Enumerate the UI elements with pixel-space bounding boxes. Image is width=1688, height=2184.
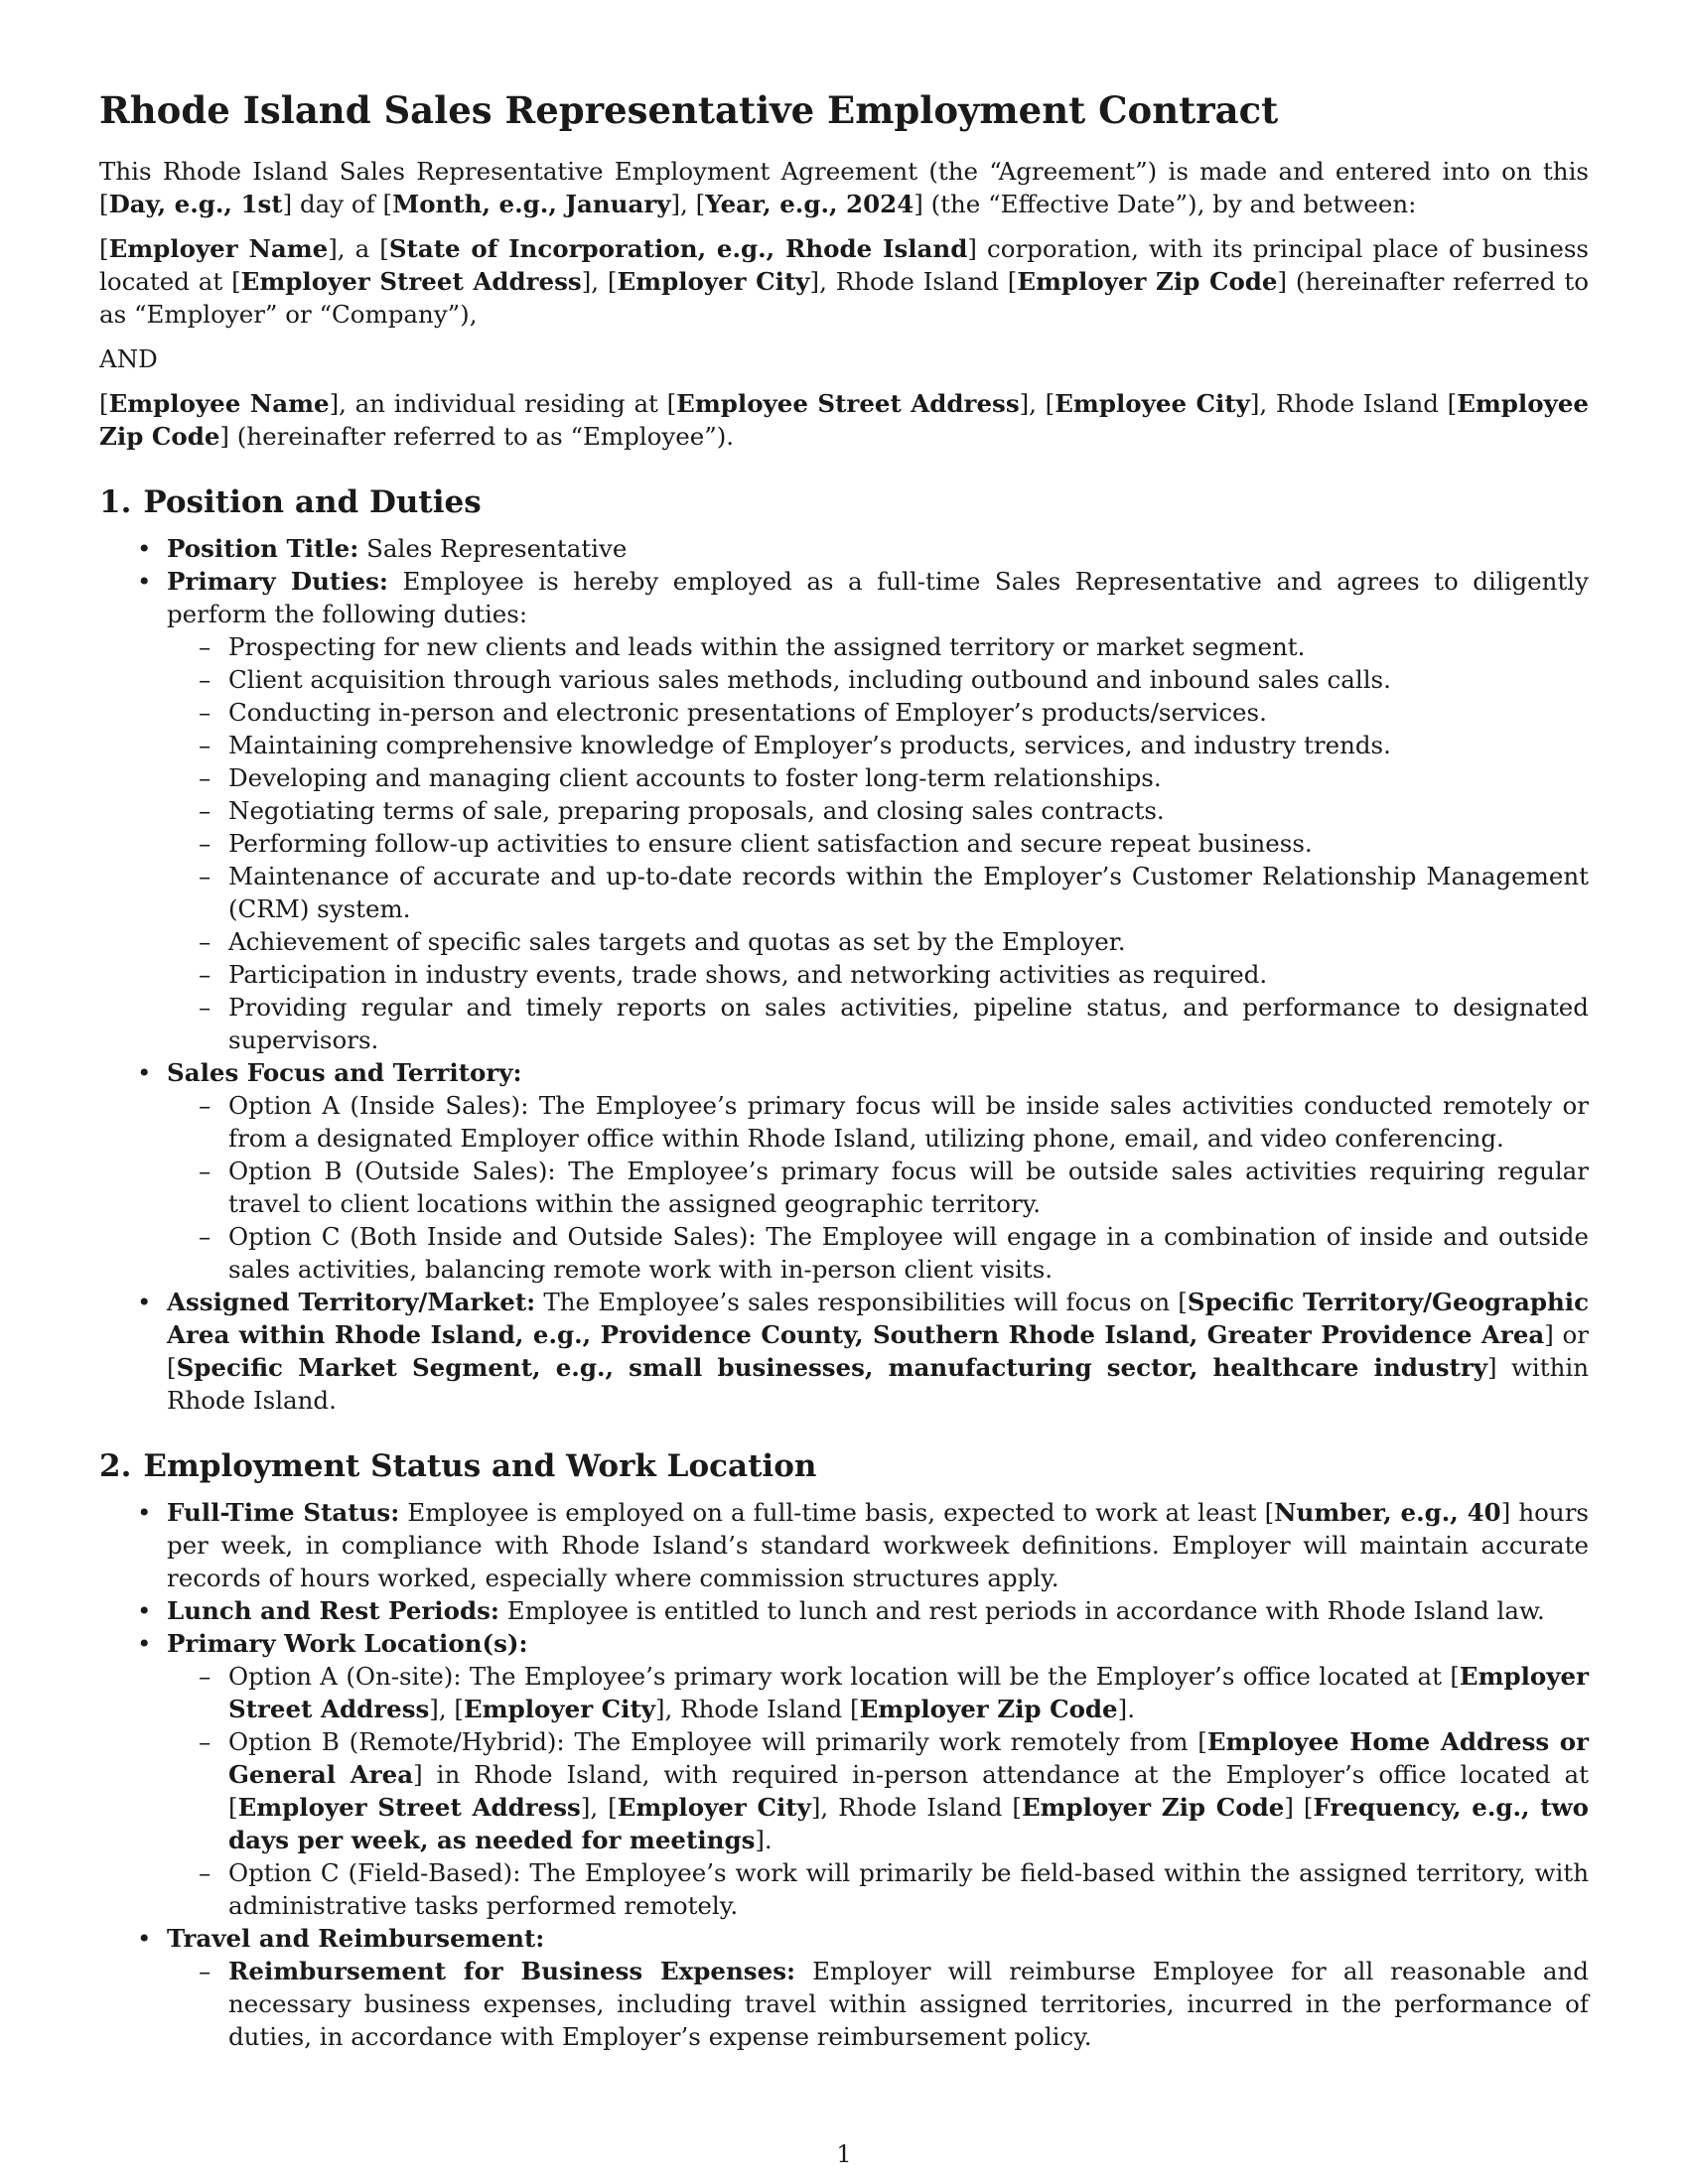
- travel-reimbursement-item: • Travel and Reimbursement: – Reimbursement for Business Expenses: Employer will reimburse Employee for all reasonable and necessary business expenses, including travel within assigned territories, incurred in the performance of duties, in accordance with Employer’s expense reimbursement policy.: [167, 1922, 1589, 2053]
- location-option-b: – Option B (Remote/Hybrid): The Employee will primarily work remotely from [Employee Home Address or General Area] in Rhode Island, with required in-person attendance at the Employer’s office located at [Employer Street Address], [Employer City], Rhode Island [Employer Zip Code] [Frequency, e.g., two days per week, as needed for meetings].: [228, 1725, 1589, 1856]
- duty-item: – Client acquisition through various sales methods, including outbound and inbound sales calls.: [228, 663, 1589, 696]
- document-title: Rhode Island Sales Representative Employment Contract: [99, 88, 1279, 132]
- placeholder-employee-name: Employee Name: [108, 389, 330, 418]
- section-2-list: [99, 1496, 1589, 2053]
- placeholder-day: Day, e.g., 1st: [108, 190, 283, 218]
- duties-list: [167, 630, 1589, 1056]
- placeholder-territory: Specific Territory/Geographic Area within Rhode Island, e.g., Providence County, Southern Rhode Island, Greater Providence Area: [167, 1288, 1589, 1349]
- page-number: 1: [836, 2140, 852, 2168]
- placeholder-employer-name: Employer Name: [108, 234, 329, 263]
- and-separator: AND: [99, 344, 158, 373]
- position-title-item: • Position Title: Sales Representative: [167, 532, 1589, 565]
- placeholder-employee-city: Employee City: [1055, 389, 1250, 418]
- intro-paragraph: This Rhode Island Sales Representative Employment Agreement (the “Agreement”) is made and entered into on this [Day, e.g., 1st] day of [Month, e.g., January], [Year, e.g., 2024] (the “Effective Date”), by and between:: [99, 157, 1589, 218]
- placeholder-year: Year, e.g., 2024: [705, 190, 914, 218]
- assigned-territory-item: • Assigned Territory/Market: The Employee’s sales responsibilities will focus on [Specific Territory/Geographic Area within Rhode Island, e.g., Providence County, Southern Rhode Island, Greater Providence Area] or [Specific Market Segment, e.g., small businesses, manufacturing sector, healthcare industry] within Rhode Island.: [167, 1286, 1589, 1417]
- placeholder-employer-city: Employer City: [617, 267, 810, 296]
- duty-item: – Negotiating terms of sale, preparing proposals, and closing sales contracts.: [228, 794, 1589, 827]
- location-option-a: – Option A (On-site): The Employee’s primary work location will be the Employer’s office located at [Employer Street Address], [Employer City], Rhode Island [Employer Zip Code].: [228, 1660, 1589, 1725]
- location-option-c: – Option C (Field-Based): The Employee’s work will primarily be field-based within the assigned territory, with administrative tasks performed remotely.: [228, 1856, 1589, 1922]
- duty-item: – Performing follow-up activities to ensure client satisfaction and secure repeat business.: [228, 827, 1589, 860]
- focus-option-b: – Option B (Outside Sales): The Employee’s primary focus will be outside sales activities requiring regular travel to client locations within the assigned geographic territory.: [228, 1155, 1589, 1220]
- focus-option-c: – Option C (Both Inside and Outside Sales): The Employee will engage in a combination of inside and outside sales activities, balancing remote work with in-person client visits.: [228, 1220, 1589, 1286]
- duty-item: – Providing regular and timely reports on sales activities, pipeline status, and performance to designated supervisors.: [228, 991, 1589, 1056]
- section-1-list: [99, 532, 1589, 1417]
- placeholder-employer-zip: Employer Zip Code: [1017, 267, 1278, 296]
- focus-option-a: – Option A (Inside Sales): The Employee’s primary focus will be inside sales activities conducted remotely or from a designated Employer office within Rhode Island, utilizing phone, email, and video conferencing.: [228, 1089, 1589, 1155]
- document-page: [99, 87, 1589, 2053]
- primary-duties-item: • Primary Duties: Employee is hereby employed as a full-time Sales Representative and agrees to diligently perform the following duties: – Prospecting for new clients and leads within the assigned territory or market segment. – Client acquisition through various sales methods, including outbound and inbound sales calls. – Conducting in-person and electronic presentations of Employer’s products/services. – Maintaining comprehensive knowledge of Employer’s products, services, and industry trends. – Developing and managing client accounts to foster long-term relationships. – Negotiating terms of sale, preparing proposals, and closing sales contracts. – Performing follow-up activities to ensure client satisfaction and secure repeat business. – Maintenance of accurate and up-to-date records within the Employer’s Customer Relationship Management (CRM) system. – Achievement of specific sales targets and quotas as set by the Employer. – Participation in industry events, trade shows, and networking activities as required. – Providing regular and timely reports on sales activities, pipeline status, and performance to designated supervisors.: [167, 565, 1589, 1056]
- placeholder-state-of-incorporation: State of Incorporation, e.g., Rhode Island: [388, 234, 968, 263]
- duty-item: – Participation in industry events, trade shows, and networking activities as required.: [228, 958, 1589, 991]
- placeholder-hours: Number, e.g., 40: [1274, 1498, 1501, 1527]
- sales-focus-options: [167, 1089, 1589, 1286]
- travel-reimbursement-list: [167, 1955, 1589, 2053]
- full-time-status-item: • Full-Time Status: Employee is employed on a full-time basis, expected to work at least [Number, e.g., 40] hours per week, in compliance with Rhode Island’s standard workweek definitions. Employer will maintain accurate records of hours worked, especially where commission structures apply.: [167, 1496, 1589, 1594]
- duty-item: – Maintenance of accurate and up-to-date records within the Employer’s Customer Relationship Management (CRM) system.: [228, 860, 1589, 925]
- sales-focus-item: • Sales Focus and Territory: – Option A (Inside Sales): The Employee’s primary focus will be inside sales activities conducted remotely or from a designated Employer office within Rhode Island, utilizing phone, email, and video conferencing. – Option B (Outside Sales): The Employee’s primary focus will be outside sales activities requiring regular travel to client locations within the assigned geographic territory. – Option C (Both Inside and Outside Sales): The Employee will engage in a combination of inside and outside sales activities, balancing remote work with in-person client visits.: [167, 1056, 1589, 1286]
- business-expense-reimbursement: – Reimbursement for Business Expenses: Employer will reimburse Employee for all reasonable and necessary business expenses, including travel within assigned territories, incurred in the performance of duties, in accordance with Employer’s expense reimbursement policy.: [228, 1955, 1589, 2053]
- employee-party-paragraph: [Employee Name], an individual residing at [Employee Street Address], [Employee City], Rhode Island [Employee Zip Code] (hereinafter referred to as “Employee”).: [99, 389, 1589, 451]
- section-heading-employment-status: 2. Employment Status and Work Location: [99, 1448, 817, 1484]
- work-location-options: [167, 1660, 1589, 1922]
- placeholder-market-segment: Specific Market Segment, e.g., small businesses, manufacturing sector, healthcare industry: [176, 1353, 1487, 1382]
- duty-item: – Achievement of specific sales targets and quotas as set by the Employer.: [228, 925, 1589, 958]
- duty-item: – Prospecting for new clients and leads within the assigned territory or market segment.: [228, 630, 1589, 663]
- work-location-item: • Primary Work Location(s): – Option A (On-site): The Employee’s primary work location will be the Employer’s office located at [Employer Street Address], [Employer City], Rhode Island [Employer Zip Code]. – Option B (Remote/Hybrid): The Employee will primarily work remotely from [Employee Home Address or General Area] in Rhode Island, with required in-person attendance at the Employer’s office located at [Employer Street Address], [Employer City], Rhode Island [Employer Zip Code] [Frequency, e.g., two days per week, as needed for meetings]. – Option C (Field-Based): The Employee’s work will primarily be field-based within the assigned territory, with administrative tasks performed remotely.: [167, 1627, 1589, 1922]
- duty-item: – Conducting in-person and electronic presentations of Employer’s products/services.: [228, 696, 1589, 729]
- placeholder-month: Month, e.g., January: [392, 190, 671, 218]
- duty-item: – Developing and managing client accounts to foster long-term relationships.: [228, 761, 1589, 794]
- section-heading-position-duties: 1. Position and Duties: [99, 484, 482, 520]
- lunch-rest-item: • Lunch and Rest Periods: Employee is entitled to lunch and rest periods in accordance with Rhode Island law.: [167, 1594, 1589, 1627]
- employer-party-paragraph: [Employer Name], a [State of Incorporation, e.g., Rhode Island] corporation, with its principal place of business located at [Employer Street Address], [Employer City], Rhode Island [Employer Zip Code] (hereinafter referred to as “Employer” or “Company”),: [99, 234, 1589, 329]
- placeholder-employer-street-address: Employer Street Address: [240, 267, 582, 296]
- placeholder-employee-zip: Employee Zip Code: [99, 389, 1589, 451]
- placeholder-employee-street-address: Employee Street Address: [676, 389, 1020, 418]
- duty-item: – Maintaining comprehensive knowledge of Employer’s products, services, and industry trends.: [228, 729, 1589, 761]
